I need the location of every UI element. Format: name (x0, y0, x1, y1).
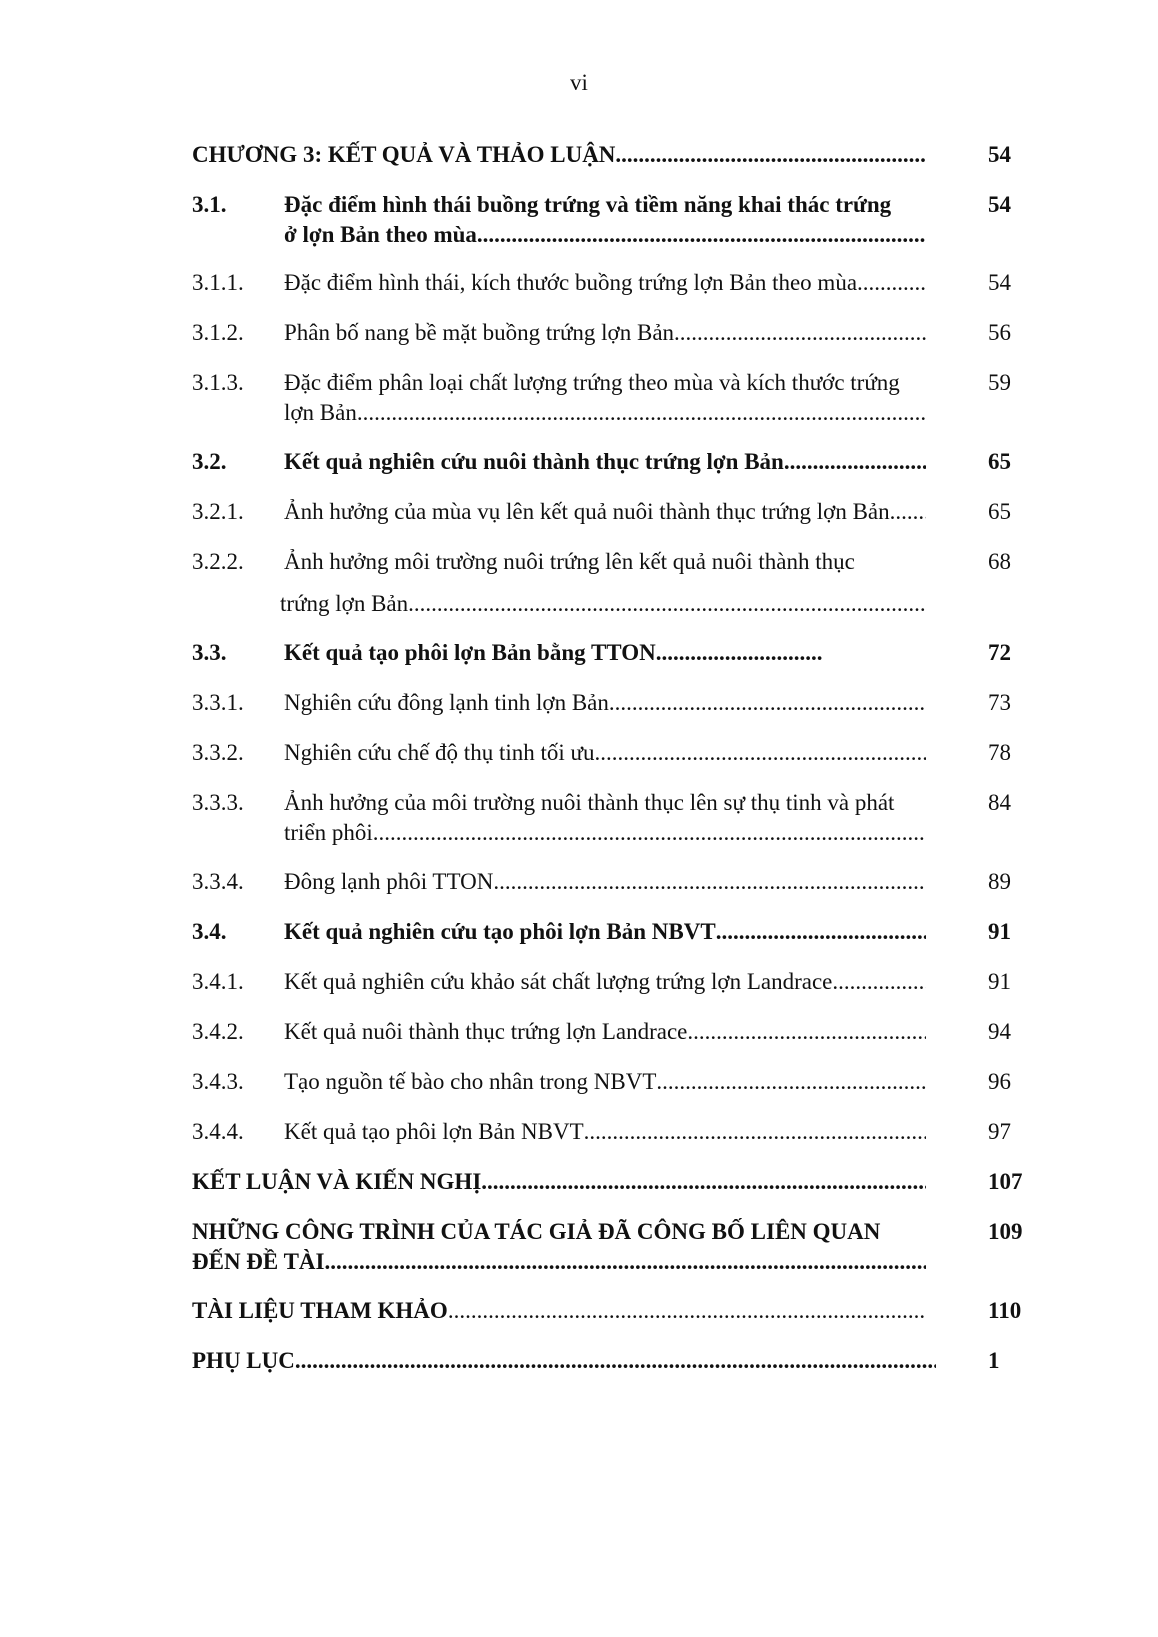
toc-entry-title-cont: trứng lợn Bản (280, 591, 409, 616)
leader-dots (674, 318, 926, 348)
toc-entry-page: 65 (988, 449, 1011, 474)
page-number: vi (570, 70, 588, 95)
toc-entry-page: 107 (988, 1169, 1023, 1194)
toc-entry-page: 96 (988, 1069, 1011, 1094)
toc-entry-page: 91 (988, 969, 1011, 994)
toc-entry-number: 3.2.2. (192, 549, 244, 574)
toc-entry-title-cont: ĐẾN ĐỀ TÀI (192, 1249, 325, 1274)
leader-dots (656, 638, 822, 668)
toc-entry-title: Nghiên cứu đông lạnh tinh lợn Bản (284, 690, 609, 715)
leader-dots (493, 867, 926, 897)
toc-entry-title: Ảnh hưởng của mùa vụ lên kết quả nuôi thành thục trứng lợn Bản (284, 499, 890, 524)
toc-entry-title: Đặc điểm hình thái, kích thước buồng trứng lợn Bản theo mùa (284, 270, 858, 295)
toc-entry-number: 3.4.2. (192, 1019, 244, 1044)
leader-dots (594, 738, 926, 768)
toc-entry-number: 3.1.2. (192, 320, 244, 345)
toc-entry-number: 3.1.3. (192, 370, 244, 395)
leader-dots (857, 268, 926, 298)
toc-entry-number: 3.3. (192, 640, 227, 665)
toc-entry-page: 56 (988, 320, 1011, 345)
toc-entry-page: 91 (988, 919, 1011, 944)
leader-dots (687, 1017, 926, 1047)
toc-entry-number: 3.4.4. (192, 1119, 244, 1144)
leader-dots (716, 917, 926, 947)
toc-entry-page: 68 (988, 549, 1011, 574)
toc-entry-title-cont: lợn Bản (284, 400, 357, 425)
leader-dots (481, 1167, 926, 1197)
toc-entry-title: CHƯƠNG 3: KẾT QUẢ VÀ THẢO LUẬN (192, 142, 616, 167)
toc-entry-title: Đặc điểm phân loại chất lượng trứng theo mùa và kích thước trứng (284, 370, 900, 395)
toc-entry-title: Kết quả nghiên cứu tạo phôi lợn Bản NBVT (284, 919, 716, 944)
toc-entry-page: 54 (988, 142, 1011, 167)
toc-entry-number: 3.4.1. (192, 969, 244, 994)
toc-entry-title: Kết quả nghiên cứu khảo sát chất lượng trứng lợn Landrace (284, 969, 833, 994)
leader-dots (477, 220, 926, 250)
toc-entry-page: 94 (988, 1019, 1011, 1044)
leader-dots (832, 967, 926, 997)
toc-entry-title: Ảnh hưởng của môi trường nuôi thành thục lên sự thụ tinh và phát (284, 790, 895, 815)
toc-entry-title: Đặc điểm hình thái buồng trứng và tiềm năng khai thác trứng (284, 192, 892, 217)
toc-entry-number: 3.2. (192, 449, 227, 474)
toc-entry-page: 54 (988, 270, 1011, 295)
toc-entry-page: 84 (988, 790, 1011, 815)
toc-entry-title: Ảnh hưởng môi trường nuôi trứng lên kết quả nuôi thành thục (284, 549, 855, 574)
toc-entry-title: Kết quả tạo phôi lợn Bản NBVT (284, 1119, 584, 1144)
toc-entry-title-cont: triển phôi (284, 820, 373, 845)
leader-dots (656, 1067, 926, 1097)
toc-entry-title: Tạo nguồn tế bào cho nhân trong NBVT (284, 1069, 657, 1094)
toc-entry-title: Phân bố nang bề mặt buồng trứng lợn Bản (284, 320, 675, 345)
toc-entry-page: 89 (988, 869, 1011, 894)
toc-entry-page: 97 (988, 1119, 1011, 1144)
toc-entry-page: 54 (988, 192, 1011, 217)
leader-dots (295, 1346, 936, 1376)
toc-entry-title: PHỤ LỤC (192, 1348, 295, 1373)
toc-entry-number: 3.4. (192, 919, 227, 944)
toc-entry-page: 110 (988, 1298, 1022, 1323)
toc-entry-page: 109 (988, 1219, 1023, 1244)
toc-entry-title: Kết quả tạo phôi lợn Bản bằng TTON (284, 640, 656, 665)
toc-entry-page: 1 (988, 1348, 1000, 1373)
toc-entry-number: 3.3.3. (192, 790, 244, 815)
leader-dots (448, 1296, 926, 1326)
leader-dots (373, 818, 926, 848)
toc-entry-number: 3.4.3. (192, 1069, 244, 1094)
leader-dots (325, 1247, 927, 1277)
leader-dots (357, 398, 926, 428)
toc-entry-page: 59 (988, 370, 1011, 395)
leader-dots (408, 589, 926, 619)
toc-entry-title: KẾT LUẬN VÀ KIẾN NGHỊ (192, 1169, 482, 1194)
toc-entry-number: 3.2.1. (192, 499, 244, 524)
leader-dots (615, 140, 926, 170)
leader-dots (584, 1117, 926, 1147)
toc-entry-number: 3.3.1. (192, 690, 244, 715)
toc-entry-title: NHỮNG CÔNG TRÌNH CỦA TÁC GIẢ ĐÃ CÔNG BỐ LIÊN QUAN (192, 1219, 881, 1244)
toc-entry-title-cont: ở lợn Bản theo mùa (284, 222, 477, 247)
toc-entry-number: 3.1. (192, 192, 227, 217)
toc-entry-title: Nghiên cứu chế độ thụ tinh tối ưu (284, 740, 595, 765)
toc-entry-page: 78 (988, 740, 1011, 765)
toc-entry-title: Kết quả nuôi thành thục trứng lợn Landrace (284, 1019, 688, 1044)
toc-entry-page: 72 (988, 640, 1011, 665)
toc-entry-page: 65 (988, 499, 1011, 524)
leader-dots (890, 497, 926, 527)
toc-entry-number: 3.3.2. (192, 740, 244, 765)
toc-entry-number: 3.3.4. (192, 869, 244, 894)
leader-dots (784, 447, 926, 477)
toc-entry-number: 3.1.1. (192, 270, 244, 295)
leader-dots (609, 688, 926, 718)
toc-entry-title: Đông lạnh phôi TTON (284, 869, 494, 894)
toc-entry-title: Kết quả nghiên cứu nuôi thành thục trứng lợn Bản (284, 449, 784, 474)
toc-entry-page: 73 (988, 690, 1011, 715)
toc-entry-title: TÀI LIỆU THAM KHẢO (192, 1298, 448, 1323)
